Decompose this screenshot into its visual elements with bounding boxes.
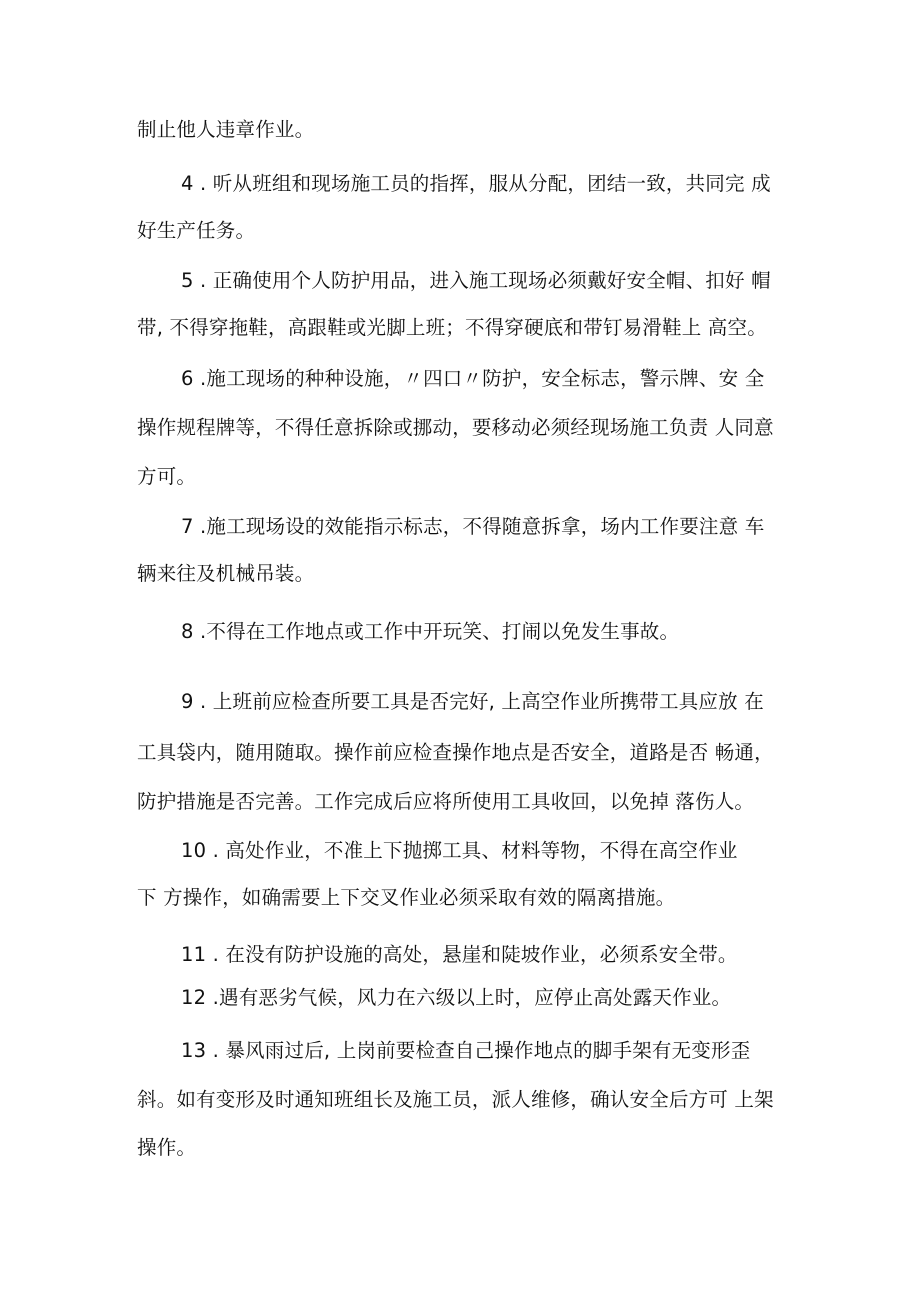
text-line: 12 .遇有恶劣气候，风力在六级以上时，应停止高处露天作业。 xyxy=(181,986,732,1009)
text-line: 10 . 高处作业，不准上下抛掷工具、材料等物，不得在高空作业 xyxy=(181,839,738,862)
text-line: 11 . 在没有防护设施的高处，悬崖和陡坡作业，必须系安全带。 xyxy=(181,943,738,966)
text-line: 5 . 正确使用个人防护用品，进入施工现场必须戴好安全帽、扣好 帽 xyxy=(181,269,771,292)
text-line: 8 .不得在工作地点或工作中开玩笑、打闹以免发生事故。 xyxy=(181,620,680,643)
text-line: 4 . 听从班组和现场施工员的指挥，服从分配，团结一致，共同完 成 xyxy=(181,172,771,195)
text-line: 带, 不得穿拖鞋，高跟鞋或光脚上班；不得穿硬底和带钉易滑鞋上 高空。 xyxy=(137,316,767,339)
text-line: 下 方操作，如确需要上下交叉作业必须采取有效的隔离措施。 xyxy=(137,886,676,909)
text-line: 6 .施工现场的种种设施，〃四口〃防护，安全标志，警示牌、安 全 xyxy=(181,367,765,390)
text-line: 9 . 上班前应检查所要工具是否完好, 上高空作业所携带工具应放 在 xyxy=(181,690,764,713)
text-line: 方可。 xyxy=(137,465,197,488)
text-line: 工具袋内，随用随取。操作前应检查操作地点是否安全，道路是否 畅通， xyxy=(137,741,774,764)
text-line: 斜。如有变形及时通知班组长及施工员，派人维修，确认安全后方可 上架 xyxy=(137,1088,774,1111)
text-line: 制止他人违章作业。 xyxy=(137,118,315,141)
text-line: 操作规程牌等，不得任意拆除或挪动，要移动必须经现场施工负责 人同意 xyxy=(137,416,774,439)
text-line: 操作。 xyxy=(137,1136,197,1159)
text-line: 好生产任务。 xyxy=(137,219,256,242)
text-line: 13 . 暴风雨过后, 上岗前要检查自己操作地点的脚手架有无变形歪 xyxy=(181,1039,751,1062)
text-line: 防护措施是否完善。工作完成后应将所使用工具收回，以免掉 落伤人。 xyxy=(137,790,755,813)
text-line: 辆来往及机械吊装。 xyxy=(137,562,315,585)
text-line: 7 .施工现场设的效能指示标志，不得随意拆拿，场内工作要注意 车 xyxy=(181,515,765,538)
